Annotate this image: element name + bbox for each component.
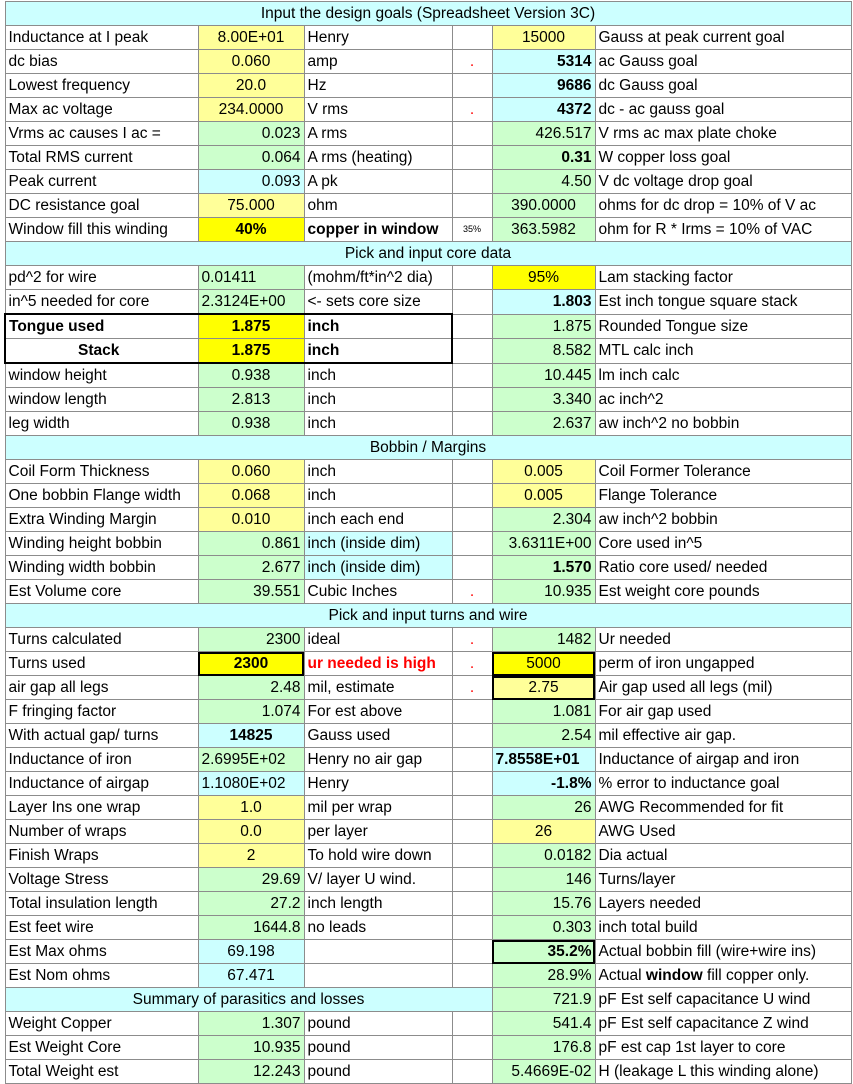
calc-cell[interactable]: 2.6995E+02	[198, 748, 304, 772]
description-cell[interactable]: AWG Used	[595, 820, 851, 844]
unit-cell[interactable]: Cubic Inches	[304, 580, 452, 604]
description-cell[interactable]: Coil Former Tolerance	[595, 460, 851, 484]
value-cell[interactable]: 7.8558E+01	[492, 748, 595, 772]
table-row	[5, 748, 851, 772]
marker-cell[interactable]: .	[452, 98, 492, 122]
description-cell[interactable]: Dia actual	[595, 844, 851, 868]
description-cell[interactable]: lm inch calc	[595, 363, 851, 388]
unit-cell[interactable]: inch (inside dim)	[304, 556, 452, 580]
blank-cell[interactable]	[452, 820, 492, 844]
section-header-design-goals: Input the design goals (Spreadsheet Version 3C)	[5, 2, 851, 26]
calc-cell[interactable]: 0.938	[198, 412, 304, 436]
label-cell[interactable]: Est Nom ohms	[5, 964, 198, 988]
unit-cell[interactable]: inch	[304, 339, 452, 364]
table-row	[5, 940, 851, 964]
blank-cell[interactable]	[452, 508, 492, 532]
calc-cell[interactable]: 0.01411	[198, 266, 304, 290]
label-cell[interactable]: Voltage Stress	[5, 868, 198, 892]
value-cell[interactable]: 3.340	[492, 388, 595, 412]
blank-cell[interactable]	[452, 74, 492, 98]
calc-cell[interactable]: 2.813	[198, 388, 304, 412]
section-header-bobbin: Bobbin / Margins	[5, 436, 851, 460]
input-cell[interactable]: 234.0000	[198, 98, 304, 122]
input-cell[interactable]: 26	[492, 820, 595, 844]
label-cell[interactable]: Coil Form Thickness	[5, 460, 198, 484]
label-cell[interactable]: Layer Ins one wrap	[5, 796, 198, 820]
calc-cell[interactable]: 2.3124E+00	[198, 290, 304, 315]
label-cell[interactable]: Finish Wraps	[5, 844, 198, 868]
description-cell[interactable]: Layers needed	[595, 892, 851, 916]
marker-cell[interactable]: .	[452, 628, 492, 652]
label-cell[interactable]: pd^2 for wire	[5, 266, 198, 290]
unit-cell[interactable]: mil, estimate	[304, 676, 452, 700]
unit-cell[interactable]: Henry	[304, 772, 452, 796]
description-cell[interactable]: ohm for R * Irms = 10% of VAC	[595, 218, 851, 242]
input-cell[interactable]: 0.005	[492, 484, 595, 508]
unit-cell[interactable]: <- sets core size	[304, 290, 452, 315]
table-row	[5, 266, 851, 290]
calc-cell[interactable]: 29.69	[198, 868, 304, 892]
description-cell[interactable]: Ur needed	[595, 628, 851, 652]
unit-cell[interactable]: no leads	[304, 916, 452, 940]
unit-cell[interactable]: V rms	[304, 98, 452, 122]
table-row	[5, 556, 851, 580]
description-cell[interactable]: Air gap used all legs (mil)	[595, 676, 851, 700]
input-cell[interactable]: 1.0	[198, 796, 304, 820]
blank-cell[interactable]	[452, 412, 492, 436]
value-cell[interactable]: 2.54	[492, 724, 595, 748]
calc-cell[interactable]: 27.2	[198, 892, 304, 916]
value-cell[interactable]: 0.31	[492, 146, 595, 170]
unit-cell[interactable]: amp	[304, 50, 452, 74]
label-cell[interactable]: Max ac voltage	[5, 98, 198, 122]
blank-cell[interactable]	[452, 122, 492, 146]
unit-cell[interactable]: A rms	[304, 122, 452, 146]
value-cell[interactable]: 26	[492, 796, 595, 820]
description-cell[interactable]: mil effective air gap.	[595, 724, 851, 748]
table-row	[5, 122, 851, 146]
blank-cell[interactable]	[452, 700, 492, 724]
label-cell[interactable]: Extra Winding Margin	[5, 508, 198, 532]
value-cell[interactable]: 2.637	[492, 412, 595, 436]
unit-cell[interactable]: V/ layer U wind.	[304, 868, 452, 892]
label-cell[interactable]: Tongue used	[5, 314, 198, 339]
input-cell[interactable]: 95%	[492, 266, 595, 290]
description-cell[interactable]: Actual bobbin fill (wire+wire ins)	[595, 940, 851, 964]
table-row	[5, 50, 851, 74]
unit-cell[interactable]: To hold wire down	[304, 844, 452, 868]
unit-cell[interactable]: mil per wrap	[304, 796, 452, 820]
unit-cell[interactable]: copper in window	[304, 218, 452, 242]
label-cell[interactable]: dc bias	[5, 50, 198, 74]
value-cell[interactable]: 390.0000	[492, 194, 595, 218]
label-cell[interactable]: Total RMS current	[5, 146, 198, 170]
blank-cell[interactable]	[452, 146, 492, 170]
description-cell[interactable]: ac inch^2	[595, 388, 851, 412]
unit-cell[interactable]: A pk	[304, 170, 452, 194]
input-cell[interactable]: 40%	[198, 218, 304, 242]
value-cell[interactable]: 176.8	[492, 1036, 595, 1060]
label-cell[interactable]: Stack	[5, 339, 198, 364]
table-row	[5, 772, 851, 796]
label-cell[interactable]: Total Weight est	[5, 1060, 198, 1084]
value-cell[interactable]: 1.803	[492, 290, 595, 315]
unit-cell[interactable]: inch	[304, 388, 452, 412]
table-row	[5, 388, 851, 412]
description-cell[interactable]: Est inch tongue square stack	[595, 290, 851, 315]
table-row	[5, 314, 851, 339]
label-cell[interactable]: Inductance of iron	[5, 748, 198, 772]
blank-cell[interactable]	[452, 26, 492, 50]
label-cell[interactable]: Turns calculated	[5, 628, 198, 652]
table-row	[5, 170, 851, 194]
table-row	[5, 1012, 851, 1036]
description-cell[interactable]: For air gap used	[595, 700, 851, 724]
blank-cell[interactable]	[452, 290, 492, 315]
table-row	[5, 532, 851, 556]
value-cell[interactable]: 1.570	[492, 556, 595, 580]
label-cell[interactable]: Est feet wire	[5, 916, 198, 940]
description-cell[interactable]: Inductance of airgap and iron	[595, 748, 851, 772]
description-cell[interactable]: AWG Recommended for fit	[595, 796, 851, 820]
blank-cell[interactable]	[452, 964, 492, 988]
calc-cell[interactable]: 0.064	[198, 146, 304, 170]
calc-cell[interactable]: 1.1080E+02	[198, 772, 304, 796]
table-row	[5, 74, 851, 98]
table-row	[5, 290, 851, 315]
unit-cell[interactable]: inch	[304, 314, 452, 339]
description-cell[interactable]: MTL calc inch	[595, 339, 851, 364]
unit-cell[interactable]: pound	[304, 1060, 452, 1084]
unit-cell[interactable]: pound	[304, 1036, 452, 1060]
description-cell[interactable]: pF Est self capacitance U wind	[595, 988, 851, 1012]
table-row	[5, 1036, 851, 1060]
value-cell[interactable]: 8.582	[492, 339, 595, 364]
label-cell[interactable]: Inductance at I peak	[5, 26, 198, 50]
description-cell[interactable]: Turns/layer	[595, 868, 851, 892]
table-row	[5, 844, 851, 868]
table-row	[5, 724, 851, 748]
blank-cell[interactable]	[452, 796, 492, 820]
blank-cell[interactable]	[452, 460, 492, 484]
unit-cell[interactable]: inch (inside dim)	[304, 532, 452, 556]
value-cell[interactable]: 2.304	[492, 508, 595, 532]
blank-cell[interactable]	[452, 363, 492, 388]
blank-cell[interactable]	[452, 556, 492, 580]
table-row	[5, 868, 851, 892]
input-cell[interactable]: 8.00E+01	[198, 26, 304, 50]
description-cell[interactable]: H (leakage L this winding alone)	[595, 1060, 851, 1084]
input-cell[interactable]: 2	[198, 844, 304, 868]
blank-cell[interactable]	[452, 916, 492, 940]
spreadsheet-grid	[4, 1, 852, 1084]
calc-cell[interactable]: 14825	[198, 724, 304, 748]
description-cell[interactable]: aw inch^2 bobbin	[595, 508, 851, 532]
value-cell[interactable]: 1482	[492, 628, 595, 652]
input-cell[interactable]: 0.005	[492, 460, 595, 484]
table-row	[5, 460, 851, 484]
value-cell[interactable]: 5314	[492, 50, 595, 74]
calc-cell[interactable]: 0.861	[198, 532, 304, 556]
section-header-turns: Pick and input turns and wire	[5, 604, 851, 628]
table-row	[5, 964, 851, 988]
calc-cell[interactable]: 69.198	[198, 940, 304, 964]
value-cell[interactable]: 426.517	[492, 122, 595, 146]
label-cell[interactable]: window height	[5, 363, 198, 388]
blank-cell[interactable]	[452, 532, 492, 556]
unit-cell[interactable]: inch length	[304, 892, 452, 916]
blank-cell[interactable]	[452, 844, 492, 868]
blank-cell[interactable]	[452, 388, 492, 412]
label-cell[interactable]: leg width	[5, 412, 198, 436]
input-cell[interactable]: 0.068	[198, 484, 304, 508]
label-cell[interactable]: Vrms ac causes I ac =	[5, 122, 198, 146]
input-cell[interactable]: 20.0	[198, 74, 304, 98]
table-row	[5, 676, 851, 700]
table-row	[5, 580, 851, 604]
blank-cell[interactable]	[452, 484, 492, 508]
value-cell[interactable]: 4.50	[492, 170, 595, 194]
blank-cell[interactable]	[452, 772, 492, 796]
unit-cell[interactable]: Henry no air gap	[304, 748, 452, 772]
label-cell[interactable]: air gap all legs	[5, 676, 198, 700]
table-row	[5, 892, 851, 916]
marker-cell[interactable]: .	[452, 652, 492, 676]
blank-cell[interactable]	[452, 748, 492, 772]
label-cell[interactable]: in^5 needed for core	[5, 290, 198, 315]
table-row	[5, 916, 851, 940]
calc-cell[interactable]: 0.093	[198, 170, 304, 194]
unit-cell[interactable]: Gauss used	[304, 724, 452, 748]
unit-cell[interactable]: inch	[304, 412, 452, 436]
table-row	[5, 98, 851, 122]
section-header-core: Pick and input core data	[5, 242, 851, 266]
value-cell[interactable]: 28.9%	[492, 964, 595, 988]
description-cell[interactable]: Rounded Tongue size	[595, 314, 851, 339]
calc-cell[interactable]: 0.023	[198, 122, 304, 146]
input-cell[interactable]: 0.010	[198, 508, 304, 532]
section-header-summary: Summary of parasitics and losses	[5, 988, 492, 1012]
table-row	[5, 218, 851, 242]
description-cell[interactable]: % error to inductance goal	[595, 772, 851, 796]
label-cell[interactable]: Total insulation length	[5, 892, 198, 916]
value-cell[interactable]: 15.76	[492, 892, 595, 916]
value-cell[interactable]: 0.303	[492, 916, 595, 940]
description-cell[interactable]: Gauss at peak current goal	[595, 26, 851, 50]
calc-cell[interactable]: 1.307	[198, 1012, 304, 1036]
calc-cell[interactable]: 0.938	[198, 363, 304, 388]
unit-cell[interactable]: inch	[304, 484, 452, 508]
description-cell[interactable]: V dc voltage drop goal	[595, 170, 851, 194]
label-cell[interactable]: window length	[5, 388, 198, 412]
blank-cell[interactable]	[452, 314, 492, 339]
label-cell[interactable]: One bobbin Flange width	[5, 484, 198, 508]
label-cell[interactable]: Peak current	[5, 170, 198, 194]
value-cell[interactable]: 4372	[492, 98, 595, 122]
blank-cell[interactable]	[452, 194, 492, 218]
marker-cell[interactable]: .	[452, 50, 492, 74]
blank-cell[interactable]	[452, 1060, 492, 1084]
calc-cell[interactable]: 2.48	[198, 676, 304, 700]
note-cell[interactable]: 35%	[452, 218, 492, 242]
input-cell[interactable]: 0.0	[198, 820, 304, 844]
input-cell[interactable]: 0.060	[198, 460, 304, 484]
value-cell[interactable]: 0.0182	[492, 844, 595, 868]
table-row	[5, 652, 851, 676]
table-row	[5, 339, 851, 364]
blank-cell[interactable]	[452, 266, 492, 290]
calc-cell[interactable]: 2300	[198, 628, 304, 652]
blank-cell[interactable]	[452, 170, 492, 194]
label-cell[interactable]: Est Weight Core	[5, 1036, 198, 1060]
table-row	[5, 1060, 851, 1084]
calc-cell[interactable]: 10.935	[198, 1036, 304, 1060]
label-cell[interactable]: Weight Copper	[5, 1012, 198, 1036]
description-cell[interactable]	[595, 964, 851, 988]
input-cell[interactable]: 5000	[492, 652, 595, 676]
description-cell[interactable]: perm of iron ungapped	[595, 652, 851, 676]
blank-cell[interactable]	[452, 1036, 492, 1060]
unit-cell[interactable]: per layer	[304, 820, 452, 844]
input-cell[interactable]: 1.875	[198, 339, 304, 364]
value-cell[interactable]: 1.081	[492, 700, 595, 724]
input-cell[interactable]: 2.75	[492, 676, 595, 700]
unit-cell[interactable]: ohm	[304, 194, 452, 218]
table-row	[5, 988, 851, 1012]
value-cell[interactable]: 9686	[492, 74, 595, 98]
description-cell[interactable]: ac Gauss goal	[595, 50, 851, 74]
label-cell[interactable]: DC resistance goal	[5, 194, 198, 218]
description-cell[interactable]: Core used in^5	[595, 532, 851, 556]
description-cell[interactable]: Flange Tolerance	[595, 484, 851, 508]
unit-cell[interactable]: Hz	[304, 74, 452, 98]
desc-part: fill copper only.	[702, 967, 810, 984]
label-cell[interactable]: Number of wraps	[5, 820, 198, 844]
calc-cell[interactable]: 67.471	[198, 964, 304, 988]
table-row	[5, 146, 851, 170]
desc-part: Actual	[598, 967, 646, 984]
table-row	[5, 26, 851, 50]
label-cell[interactable]: Turns used	[5, 652, 198, 676]
unit-cell[interactable]: inch each end	[304, 508, 452, 532]
unit-cell[interactable]: For est above	[304, 700, 452, 724]
label-cell[interactable]: Winding width bobbin	[5, 556, 198, 580]
value-cell[interactable]: 10.445	[492, 363, 595, 388]
unit-cell[interactable]: pound	[304, 1012, 452, 1036]
description-cell[interactable]: dc - ac gauss goal	[595, 98, 851, 122]
input-cell[interactable]: 15000	[492, 26, 595, 50]
value-cell[interactable]: 35.2%	[492, 940, 595, 964]
input-cell[interactable]: 2300	[198, 652, 304, 676]
marker-cell[interactable]: .	[452, 676, 492, 700]
table-row	[5, 194, 851, 218]
value-cell[interactable]: 5.4669E-02	[492, 1060, 595, 1084]
unit-cell[interactable]	[304, 940, 452, 964]
value-cell[interactable]: 1.875	[492, 314, 595, 339]
blank-cell[interactable]	[452, 940, 492, 964]
desc-emphasis: window	[645, 967, 703, 984]
value-cell[interactable]: 363.5982	[492, 218, 595, 242]
table-row	[5, 700, 851, 724]
description-cell[interactable]: pF est cap 1st layer to core	[595, 1036, 851, 1060]
unit-cell[interactable]: ideal	[304, 628, 452, 652]
blank-cell[interactable]	[452, 868, 492, 892]
marker-cell[interactable]: .	[452, 580, 492, 604]
value-cell[interactable]: 721.9	[492, 988, 595, 1012]
table-row	[5, 508, 851, 532]
input-cell[interactable]: 1.875	[198, 314, 304, 339]
blank-cell[interactable]	[452, 1012, 492, 1036]
unit-cell[interactable]: (mohm/ft*in^2 dia)	[304, 266, 452, 290]
table-row	[5, 820, 851, 844]
unit-cell[interactable]	[304, 964, 452, 988]
label-cell[interactable]: Est Max ohms	[5, 940, 198, 964]
calc-cell[interactable]: 1.074	[198, 700, 304, 724]
table-row	[5, 363, 851, 388]
label-cell[interactable]: Lowest frequency	[5, 74, 198, 98]
label-cell[interactable]: With actual gap/ turns	[5, 724, 198, 748]
warning-text: ur needed is high	[304, 652, 452, 676]
label-cell[interactable]: Est Volume core	[5, 580, 198, 604]
calc-cell[interactable]: 2.677	[198, 556, 304, 580]
value-cell[interactable]: 146	[492, 868, 595, 892]
blank-cell[interactable]	[452, 892, 492, 916]
description-cell[interactable]: pF Est self capacitance Z wind	[595, 1012, 851, 1036]
table-row	[5, 412, 851, 436]
label-cell[interactable]: Winding height bobbin	[5, 532, 198, 556]
blank-cell[interactable]	[452, 339, 492, 364]
description-cell[interactable]: V rms ac max plate choke	[595, 122, 851, 146]
value-cell[interactable]: 541.4	[492, 1012, 595, 1036]
description-cell[interactable]: W copper loss goal	[595, 146, 851, 170]
table-row	[5, 484, 851, 508]
table-row	[5, 628, 851, 652]
description-cell[interactable]: Lam stacking factor	[595, 266, 851, 290]
input-cell[interactable]: 0.060	[198, 50, 304, 74]
unit-cell[interactable]: inch	[304, 460, 452, 484]
blank-cell[interactable]	[452, 724, 492, 748]
unit-cell[interactable]: inch	[304, 363, 452, 388]
value-cell[interactable]: 3.6311E+00	[492, 532, 595, 556]
label-cell[interactable]: Window fill this winding	[5, 218, 198, 242]
description-cell[interactable]: aw inch^2 no bobbin	[595, 412, 851, 436]
calc-cell[interactable]: 1644.8	[198, 916, 304, 940]
input-cell[interactable]: 75.000	[198, 194, 304, 218]
description-cell[interactable]: dc Gauss goal	[595, 74, 851, 98]
label-cell[interactable]: Inductance of airgap	[5, 772, 198, 796]
calc-cell[interactable]: 39.551	[198, 580, 304, 604]
description-cell[interactable]: Est weight core pounds	[595, 580, 851, 604]
value-cell[interactable]: 10.935	[492, 580, 595, 604]
unit-cell[interactable]: Henry	[304, 26, 452, 50]
value-cell[interactable]: -1.8%	[492, 772, 595, 796]
table-row	[5, 796, 851, 820]
label-cell[interactable]: F fringing factor	[5, 700, 198, 724]
calc-cell[interactable]: 12.243	[198, 1060, 304, 1084]
unit-cell[interactable]: A rms (heating)	[304, 146, 452, 170]
description-cell[interactable]: Ratio core used/ needed	[595, 556, 851, 580]
description-cell[interactable]: ohms for dc drop = 10% of V ac	[595, 194, 851, 218]
description-cell[interactable]: inch total build	[595, 916, 851, 940]
